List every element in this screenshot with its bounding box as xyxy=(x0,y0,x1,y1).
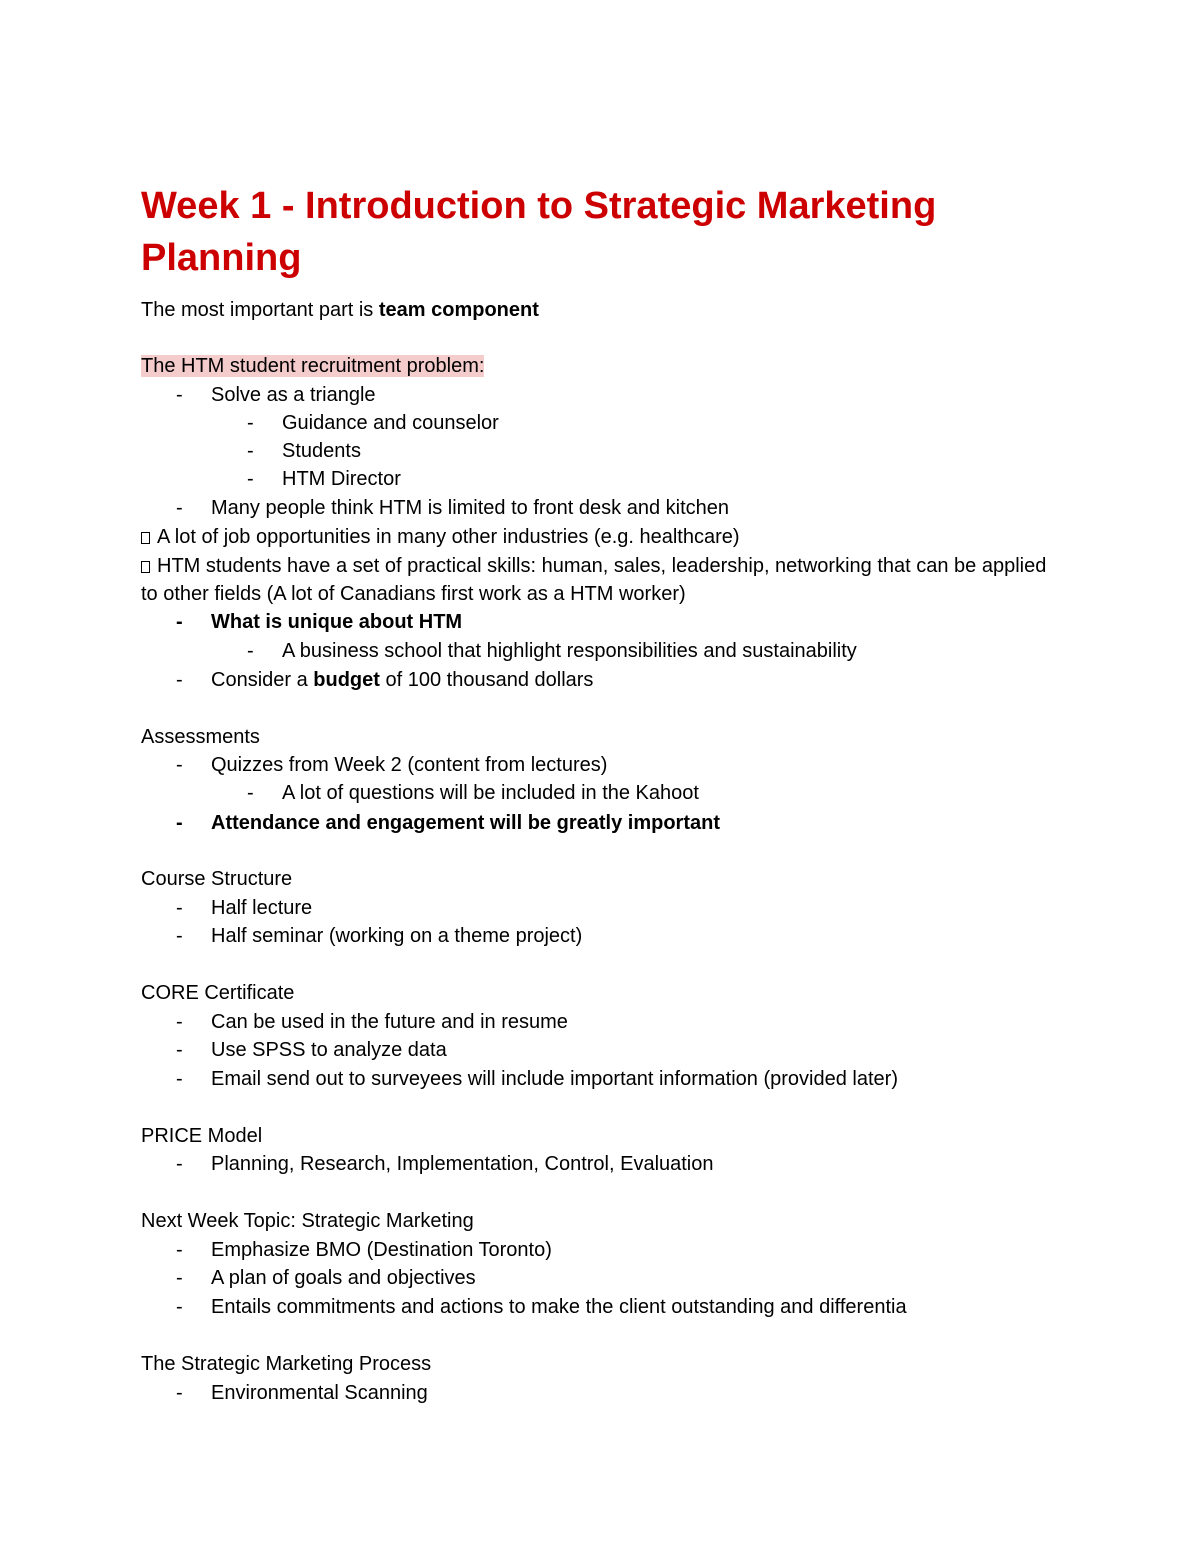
dash-bullet: - xyxy=(176,812,183,834)
dash-bullet: - xyxy=(176,925,183,947)
dash-bullet: - xyxy=(247,782,254,804)
section-heading: CORE Certificate xyxy=(141,982,295,1004)
budget-prefix: Consider a xyxy=(211,669,314,691)
list-item-text: HTM Director xyxy=(282,468,401,490)
list-item-text: Entails commitments and actions to make the client outstanding and differentia xyxy=(211,1296,907,1318)
list-item-text: Emphasize BMO (Destination Toronto) xyxy=(211,1239,552,1261)
dash-bullet: - xyxy=(176,1296,183,1318)
section-heading: Next Week Topic: Strategic Marketing xyxy=(141,1210,474,1232)
intro-text: The most important part is xyxy=(141,299,379,321)
dash-bullet: - xyxy=(176,384,183,406)
dash-bullet: - xyxy=(176,1068,183,1090)
dash-bullet: - xyxy=(247,468,254,490)
list-item-text: Can be used in the future and in resume xyxy=(211,1011,568,1033)
box-note-multiline xyxy=(141,552,1061,608)
list-item-text: Guidance and counselor xyxy=(282,412,499,434)
dash-bullet: - xyxy=(176,1239,183,1261)
budget-suffix: of 100 thousand dollars xyxy=(379,669,594,691)
list-item-text: Use SPSS to analyze data xyxy=(211,1039,447,1061)
list-item-text: A plan of goals and objectives xyxy=(211,1267,476,1289)
dash-bullet: - xyxy=(176,497,183,519)
note-text: A lot of job opportunities in many other industries (e.g. healthcare) xyxy=(157,526,740,548)
list-item-text xyxy=(211,666,593,694)
list-item-text: Attendance and engagement will be greatly important xyxy=(211,812,720,834)
list-item-text: Students xyxy=(282,440,361,462)
dash-bullet: - xyxy=(176,1382,183,1404)
dash-bullet: - xyxy=(247,640,254,662)
section-heading: Course Structure xyxy=(141,868,293,890)
dash-bullet: - xyxy=(247,440,254,462)
budget-bold: budget xyxy=(313,669,380,691)
highlighted-heading: The HTM student recruitment problem: xyxy=(141,355,485,377)
dash-bullet: - xyxy=(176,1039,183,1061)
list-item-text: Email send out to surveyees will include important information (provided later) xyxy=(211,1068,898,1090)
list-item-text: Many people think HTM is limited to front desk and kitchen xyxy=(211,497,730,519)
dash-bullet: - xyxy=(176,1153,183,1175)
dash-bullet: - xyxy=(176,669,183,691)
dash-bullet: - xyxy=(176,897,183,919)
page-title: Week 1 - Introduction to Strategic Marketing Planning xyxy=(141,185,937,279)
dash-bullet: - xyxy=(176,1267,183,1289)
checkbox-glyph-icon xyxy=(141,532,150,544)
dash-bullet: - xyxy=(176,754,183,776)
dash-bullet: - xyxy=(247,412,254,434)
list-item-text: Quizzes from Week 2 (content from lectures) xyxy=(211,754,608,776)
section-heading: The Strategic Marketing Process xyxy=(141,1353,432,1375)
dash-bullet: - xyxy=(176,611,183,633)
box-note xyxy=(141,523,740,551)
list-item-text: Environmental Scanning xyxy=(211,1382,428,1404)
checkbox-glyph-icon xyxy=(141,561,150,573)
intro-line xyxy=(141,296,539,324)
intro-bold: team component xyxy=(378,299,539,321)
list-item-text: A business school that highlight responsibilities and sustainability xyxy=(282,640,857,662)
note-text: HTM students have a set of practical skills: human, sales, leadership, networking that can be applied to other fields (A lot of Canadians first work as a HTM worker) xyxy=(141,555,1047,605)
list-item-text: What is unique about HTM xyxy=(211,611,463,633)
list-item-text: Planning, Research, Implementation, Control, Evaluation xyxy=(211,1153,714,1175)
section-heading: PRICE Model xyxy=(141,1125,263,1147)
recruitment-heading xyxy=(141,352,484,380)
section-heading: Assessments xyxy=(141,726,260,748)
list-item-text: Solve as a triangle xyxy=(211,384,376,406)
list-item-text: Half seminar (working on a theme project) xyxy=(211,925,583,947)
dash-bullet: - xyxy=(176,1011,183,1033)
list-item-text: A lot of questions will be included in the Kahoot xyxy=(282,782,699,804)
list-item-text: Half lecture xyxy=(211,897,313,919)
